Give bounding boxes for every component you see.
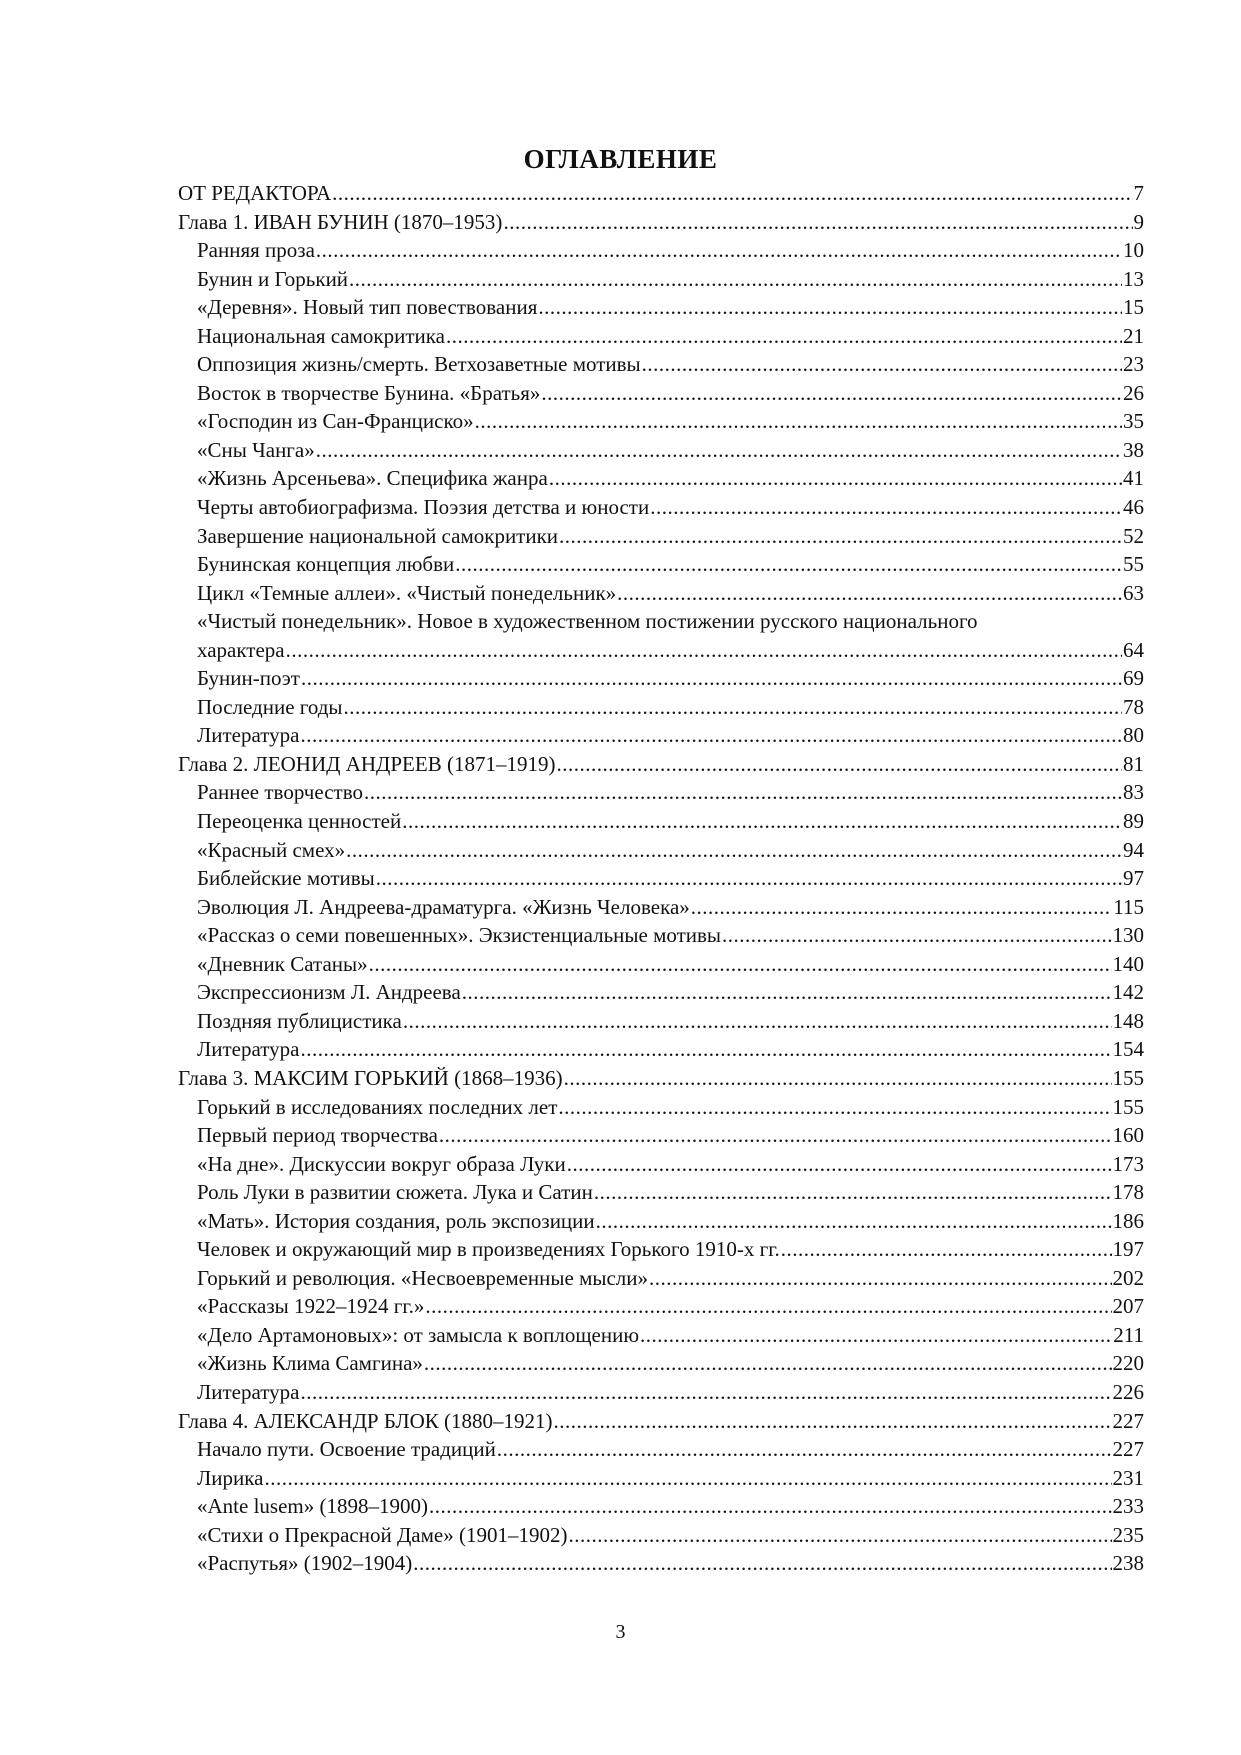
- dot-leader: [640, 1321, 1112, 1350]
- toc-entry[interactable]: [178, 721, 1144, 750]
- toc-entry-page: 38: [1123, 437, 1144, 462]
- dot-leader: [439, 1121, 1112, 1150]
- toc-entry-title: Восток в творчестве Бунина. «Братья»: [197, 380, 541, 405]
- dot-leader: [558, 1093, 1111, 1122]
- toc-entry-page: 89: [1123, 809, 1144, 834]
- toc-entry-page: 155: [1112, 1065, 1144, 1090]
- toc-entry-title: Литература: [197, 1037, 300, 1062]
- toc-entry-page: 235: [1112, 1522, 1144, 1547]
- dot-leader: [316, 236, 1122, 265]
- dot-leader: [301, 664, 1122, 693]
- toc-entry-title: Черты автобиографизма. Поэзия детства и юности: [197, 495, 650, 520]
- dot-leader: [424, 1349, 1112, 1378]
- dot-leader: [300, 1378, 1111, 1407]
- toc-entry-title: «Дневник Сатаны»: [197, 951, 368, 976]
- toc-entry-title: Литература: [197, 1379, 300, 1404]
- toc-entry-title: «Жизнь Клима Самгина»: [197, 1351, 423, 1376]
- toc-entry[interactable]: [178, 550, 1144, 579]
- dot-leader: [346, 836, 1122, 865]
- toc-entry-continuation[interactable]: [178, 636, 1144, 665]
- dot-leader: [413, 1549, 1111, 1578]
- toc-entry[interactable]: [178, 921, 1144, 950]
- dot-leader: [300, 721, 1122, 750]
- toc-chapter[interactable]: [178, 750, 1144, 779]
- dot-leader: [541, 379, 1122, 408]
- toc-entry[interactable]: [178, 693, 1144, 722]
- toc-entry-page: 78: [1123, 694, 1144, 719]
- toc-entry-title: «Стихи о Прекрасной Даме» (1901–1902): [197, 1522, 568, 1547]
- toc-entry-title: Глава 3. МАКСИМ ГОРЬКИЙ (1868–1936): [178, 1065, 563, 1090]
- toc-entry[interactable]: [178, 322, 1144, 351]
- dot-leader: [503, 208, 1132, 237]
- toc-entry-title: Глава 4. АЛЕКСАНДР БЛОК (1880–1921): [178, 1408, 553, 1433]
- page-number: 3: [615, 1621, 626, 1643]
- toc-entry-title: «Дело Артамоновых»: от замысла к воплощению: [197, 1322, 640, 1347]
- dot-leader: [559, 522, 1122, 551]
- toc-entry-page: 227: [1112, 1437, 1144, 1462]
- toc-entry-page: 46: [1123, 495, 1144, 520]
- dot-leader: [425, 1292, 1111, 1321]
- toc-entry-page: 97: [1123, 866, 1144, 891]
- toc-entry-page: 41: [1123, 466, 1144, 491]
- dot-leader: [344, 693, 1122, 722]
- toc-entry[interactable]: [178, 1549, 1144, 1578]
- toc-entry-title: Завершение национальной самокритики: [197, 523, 559, 548]
- dot-leader: [617, 579, 1122, 608]
- dot-leader: [402, 807, 1122, 836]
- toc-entry-title: Глава 2. ЛЕОНИД АНДРЕЕВ (1871–1919): [178, 751, 556, 776]
- toc-entry-title: Цикл «Темные аллеи». «Чистый понедельник»: [197, 580, 617, 605]
- toc-entry-page: 238: [1112, 1551, 1144, 1576]
- toc-entry-page: 220: [1112, 1351, 1144, 1376]
- toc-entry-title: Поздняя публицистика: [197, 1008, 402, 1033]
- toc-entry-title: «На дне». Дискуссии вокруг образа Луки: [197, 1151, 566, 1176]
- dot-leader: [594, 1178, 1112, 1207]
- toc-entry-title: Начало пути. Освоение традиций: [197, 1437, 496, 1462]
- toc-entry-title: «Ante lusem» (1898–1900): [197, 1494, 428, 1519]
- toc-entry-page: 64: [1123, 637, 1144, 662]
- toc-entry-page: 227: [1112, 1408, 1144, 1433]
- toc-entry-page: 9: [1133, 209, 1144, 234]
- toc-entry-title: Литература: [197, 723, 300, 748]
- toc-entry[interactable]: [178, 1235, 1144, 1264]
- dot-leader: [429, 1492, 1112, 1521]
- toc-entry-title: Библейские мотивы: [197, 866, 375, 891]
- toc-entry-page: 15: [1123, 295, 1144, 320]
- toc-entry[interactable]: [178, 265, 1144, 294]
- toc-entry[interactable]: [178, 1093, 1144, 1122]
- toc-entry[interactable]: [178, 1121, 1144, 1150]
- toc-entry-page: 233: [1112, 1494, 1144, 1519]
- dot-leader: [596, 1207, 1112, 1236]
- toc-entry-title: «Рассказы 1922–1924 гг.»: [197, 1294, 425, 1319]
- toc-entry-title: Роль Луки в развитии сюжета. Лука и Сатин: [197, 1180, 593, 1205]
- toc-entry[interactable]: [178, 893, 1144, 922]
- dot-leader: [369, 950, 1112, 979]
- toc-entry-title: Бунин и Горький: [197, 266, 349, 291]
- toc-entry-title: Лирика: [197, 1465, 264, 1490]
- toc-entry-page: 207: [1112, 1294, 1144, 1319]
- toc-entry-title: Бунин-поэт: [197, 666, 300, 691]
- dot-leader: [564, 1064, 1112, 1093]
- toc-entry[interactable]: [178, 1292, 1144, 1321]
- toc-chapter[interactable]: [178, 179, 1144, 208]
- toc-entry-title: Горький и революция. «Несвоевременные мысли»: [197, 1265, 649, 1290]
- toc-entry[interactable]: [178, 664, 1144, 693]
- dot-leader: [497, 1435, 1112, 1464]
- toc-entry-page: 52: [1123, 523, 1144, 548]
- toc-entry[interactable]: [178, 1207, 1144, 1236]
- dot-leader: [376, 864, 1122, 893]
- dot-leader: [650, 493, 1122, 522]
- dot-leader: [455, 550, 1122, 579]
- toc-entry[interactable]: [178, 350, 1144, 379]
- toc-entry[interactable]: [178, 1264, 1144, 1293]
- toc-entry-page: 94: [1123, 837, 1144, 862]
- toc-entry-title: Глава 1. ИВАН БУНИН (1870–1953): [178, 209, 503, 234]
- toc-entry-title: Оппозиция жизнь/смерть. Ветхозаветные мотивы: [197, 352, 641, 377]
- toc-entry[interactable]: [178, 236, 1144, 265]
- dot-leader: [462, 978, 1112, 1007]
- toc-entry[interactable]: [178, 978, 1144, 1007]
- toc-entry-page: 10: [1123, 238, 1144, 263]
- toc-entry-title: «Деревня». Новый тип повествования: [197, 295, 538, 320]
- toc-entry-page: 155: [1112, 1094, 1144, 1119]
- dot-leader: [556, 750, 1122, 779]
- toc-entry[interactable]: [178, 607, 1144, 636]
- table-of-contents: [178, 179, 1144, 1578]
- toc-entry-title: Человек и окружающий мир в произведениях Горького 1910-х гг.: [197, 1237, 780, 1262]
- dot-leader: [567, 1150, 1112, 1179]
- toc-entry-title-continuation: характера: [197, 637, 285, 662]
- toc-chapter[interactable]: [178, 208, 1144, 237]
- dot-leader: [364, 778, 1122, 807]
- toc-entry-title: «Мать». История создания, роль экспозиции: [197, 1208, 595, 1233]
- toc-entry-title: «Распутья» (1902–1904): [197, 1551, 413, 1576]
- toc-entry[interactable]: [178, 493, 1144, 522]
- toc-entry-page: 173: [1112, 1151, 1144, 1176]
- toc-entry[interactable]: [178, 836, 1144, 865]
- toc-entry-page: 130: [1112, 923, 1144, 948]
- toc-entry-page: 148: [1112, 1008, 1144, 1033]
- dot-leader: [568, 1521, 1111, 1550]
- dot-leader: [316, 436, 1122, 465]
- toc-entry[interactable]: [178, 1007, 1144, 1036]
- toc-entry-title: Переоценка ценностей: [197, 809, 402, 834]
- toc-entry[interactable]: [178, 436, 1144, 465]
- toc-entry-title: Горький в исследованиях последних лет: [197, 1094, 558, 1119]
- toc-entry-page: 142: [1112, 980, 1144, 1005]
- toc-entry-page: 154: [1112, 1037, 1144, 1062]
- page-title: ОГЛАВЛЕНИЕ: [523, 144, 718, 174]
- toc-entry[interactable]: [178, 1178, 1144, 1207]
- toc-entry-page: 35: [1123, 409, 1144, 434]
- toc-entry[interactable]: [178, 1035, 1144, 1064]
- dot-leader: [781, 1235, 1112, 1264]
- dot-leader: [538, 293, 1122, 322]
- toc-entry-title: «Красный смех»: [197, 837, 346, 862]
- toc-entry-title: Последние годы: [197, 694, 343, 719]
- dot-leader: [332, 179, 1132, 208]
- dot-leader: [642, 350, 1122, 379]
- dot-leader: [300, 1035, 1111, 1064]
- toc-entry[interactable]: [178, 293, 1144, 322]
- toc-entry-page: 13: [1123, 266, 1144, 291]
- toc-entry-page: 140: [1112, 951, 1144, 976]
- toc-entry-page: 63: [1123, 580, 1144, 605]
- dot-leader: [691, 893, 1112, 922]
- dot-leader: [722, 921, 1111, 950]
- toc-entry[interactable]: [178, 1435, 1144, 1464]
- toc-entry[interactable]: [178, 522, 1144, 551]
- toc-chapter[interactable]: [178, 1407, 1144, 1436]
- toc-entry-page: 23: [1123, 352, 1144, 377]
- toc-entry-page: 83: [1123, 780, 1144, 805]
- toc-entry[interactable]: [178, 1378, 1144, 1407]
- toc-entry-page: 160: [1112, 1123, 1144, 1148]
- toc-entry[interactable]: [178, 1464, 1144, 1493]
- toc-entry-page: 178: [1112, 1180, 1144, 1205]
- toc-entry[interactable]: [178, 950, 1144, 979]
- toc-chapter[interactable]: [178, 1064, 1144, 1093]
- dot-leader: [549, 464, 1122, 493]
- toc-entry[interactable]: [178, 1349, 1144, 1378]
- toc-entry[interactable]: [178, 579, 1144, 608]
- dot-leader: [403, 1007, 1112, 1036]
- toc-entry[interactable]: [178, 379, 1144, 408]
- toc-entry-title: Экспрессионизм Л. Андреева: [197, 980, 461, 1005]
- dot-leader: [649, 1264, 1111, 1293]
- toc-entry-title: «Чистый понедельник». Новое в художественном постижении русского национального: [197, 609, 978, 634]
- toc-entry-title: «Сны Чанга»: [197, 437, 315, 462]
- toc-entry[interactable]: [178, 1150, 1144, 1179]
- toc-entry-title: Национальная самокритика: [197, 323, 445, 348]
- toc-entry-page: 80: [1123, 723, 1144, 748]
- dot-leader: [475, 407, 1122, 436]
- dot-leader: [264, 1464, 1111, 1493]
- toc-entry-title: «Рассказ о семи повешенных». Экзистенциальные мотивы: [197, 923, 722, 948]
- dot-leader: [349, 265, 1122, 294]
- toc-entry[interactable]: [178, 778, 1144, 807]
- toc-entry[interactable]: [178, 407, 1144, 436]
- toc-entry-page: 55: [1123, 552, 1144, 577]
- toc-entry-page: 115: [1113, 894, 1144, 919]
- toc-entry-page: 81: [1123, 751, 1144, 776]
- toc-entry-title: Первый период творчества: [197, 1123, 438, 1148]
- toc-entry-title: Эволюция Л. Андреева-драматурга. «Жизнь Человека»: [197, 894, 690, 919]
- dot-leader: [554, 1407, 1112, 1436]
- toc-entry-title: Ранняя проза: [197, 238, 315, 263]
- toc-entry[interactable]: [178, 1521, 1144, 1550]
- toc-entry-title: «Господин из Сан-Франциско»: [197, 409, 474, 434]
- toc-entry-page: 26: [1123, 380, 1144, 405]
- toc-entry[interactable]: [178, 864, 1144, 893]
- toc-entry-page: 211: [1113, 1322, 1144, 1347]
- toc-entry-title: Раннее творчество: [197, 780, 363, 805]
- toc-entry-page: 231: [1112, 1465, 1144, 1490]
- toc-entry-page: 69: [1123, 666, 1144, 691]
- toc-entry-page: 7: [1133, 181, 1144, 205]
- toc-entry-page: 226: [1112, 1379, 1144, 1404]
- toc-entry-page: 186: [1112, 1208, 1144, 1233]
- toc-entry[interactable]: [178, 1492, 1144, 1521]
- dot-leader: [286, 636, 1122, 665]
- toc-entry-title: «Жизнь Арсеньева». Специфика жанра: [197, 466, 548, 491]
- dot-leader: [446, 322, 1122, 351]
- toc-entry-title: ОТ РЕДАКТОРА: [178, 181, 332, 205]
- toc-entry-title: Бунинская концепция любви: [197, 552, 455, 577]
- toc-entry-page: 202: [1112, 1265, 1144, 1290]
- toc-entry[interactable]: [178, 807, 1144, 836]
- toc-entry-page: 197: [1112, 1237, 1144, 1262]
- toc-entry[interactable]: [178, 1321, 1144, 1350]
- toc-entry-page: 21: [1123, 323, 1144, 348]
- toc-entry[interactable]: [178, 464, 1144, 493]
